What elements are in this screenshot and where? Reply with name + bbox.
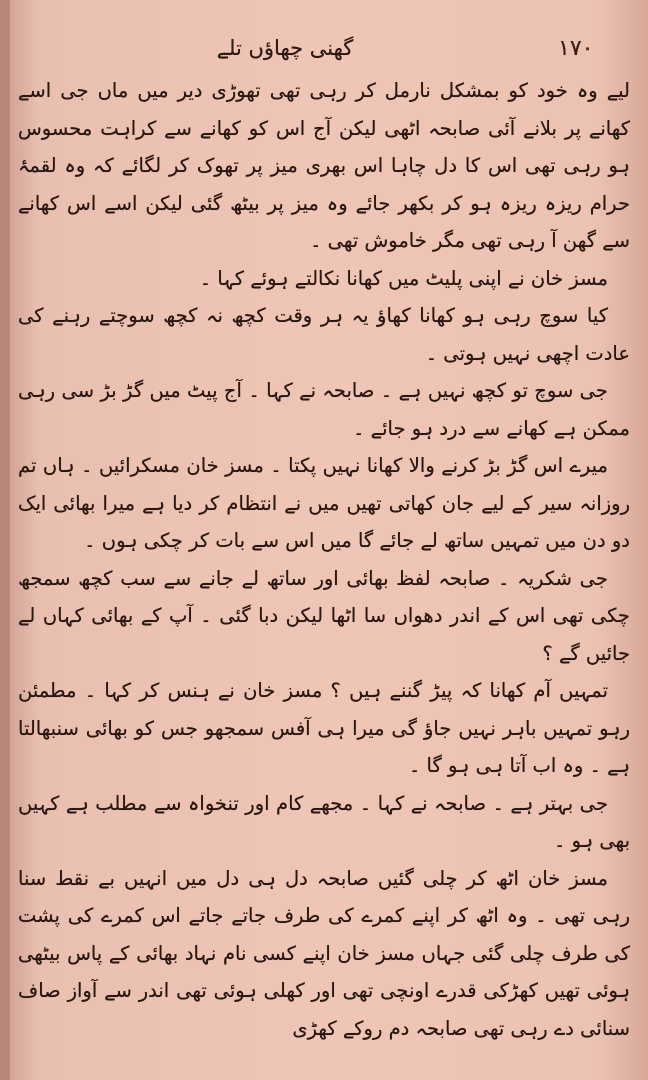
page-header	[0, 36, 648, 66]
paragraph: کیا سوچ رہی ہو کھانا کھاؤ یہ ہر وقت کچھ نہ کچھ سوچتے رہنے کی عادت اچھی نہیں ہوتی ۔	[18, 304, 630, 365]
paragraph: جی بہتر ہے ۔ صابحہ نے کہا ۔ مجھے کام اور تنخواہ سے مطلب ہے کہیں بھی ہو ۔	[18, 791, 630, 852]
body-text	[18, 72, 630, 1047]
page-number: ۱۷۰	[558, 36, 594, 61]
paragraph: جی شکریہ ۔ صابحہ لفظ بھائی اور ساتھ لے جانے سے سب کچھ سمجھ چکی تھی اس کے اندر دھواں سا اٹھا لیکن دبا گئی ۔ آپ کے بھائی کہاں لے جائیں گے ؟	[18, 566, 630, 665]
paragraph: لیے وہ خود کو بمشکل نارمل کر رہی تھی تھوڑی دیر میں ماں جی اسے کھانے پر بلانے آئی صابحہ اٹھی لیکن آج اس کو کھانے سے کراہت محسوس ہو رہی تھی اس کا دل چاہا اس بھری میز پر تھوک کر لگائے کہ وہ لقمۂ حرام ریزہ ریزہ ہو کر بکھر جائے وہ میز پر بیٹھ گئی لیکن اسے اس کھانے سے گھن آ رہی تھی مگر خاموش تھی ۔	[18, 79, 630, 252]
running-title: گھنی چھاؤں تلے	[216, 36, 354, 60]
page-shadow-edge	[0, 0, 10, 1080]
paragraph: جی سوچ تو کچھ نہیں ہے ۔ صابحہ نے کہا ۔ آج پیٹ میں گڑ بڑ سی رہی ممکن ہے کھانے سے درد ہو جائے ۔	[18, 379, 630, 440]
paragraph: تمہیں آم کھانا کہ پیڑ گننے ہیں ؟ مسز خان نے ہنس کر کہا ۔ مطمئن رہو تمہیں باہر نہیں جاؤ گی میرا ہی آفس سمجھو جس کو بھائی سنبھالتا ہے ۔ وہ اب آتا ہی ہو گا ۔	[18, 679, 630, 777]
paragraph: مسز خان اٹھ کر چلی گئیں صابحہ دل ہی دل میں انہیں بے نقط سنا رہی تھی ۔ وہ اٹھ کر اپنے کمرے کی طرف جاتے جاتے اس کمرے کی پشت کی طرف چلی گئی جہاں مسز خان اپنے کسی نام نہاد بھائی کے پاس بیٹھی ہوئی تھیں کھڑکی قدرے اونچی تھی اور کھلی ہوئی تھی اندر سے آواز صاف سنائی دے رہی تھی صابحہ دم روکے کھڑی	[18, 866, 630, 1040]
paragraph: میرے اس گڑ بڑ کرنے والا کھانا نہیں پکتا ۔ مسز خان مسکرائیں ۔ ہاں تم روزانہ سیر کے لیے جان کھاتی تھیں میں نے انتظام کر دیا ہے میرا بھائی ایک دو دن میں تمہیں ساتھ لے جائے گا میں اس سے بات کر چکی ہوں ۔	[18, 454, 630, 552]
paragraph: مسز خان نے اپنی پلیٹ میں کھانا نکالتے ہوئے کہا ۔	[199, 266, 608, 290]
